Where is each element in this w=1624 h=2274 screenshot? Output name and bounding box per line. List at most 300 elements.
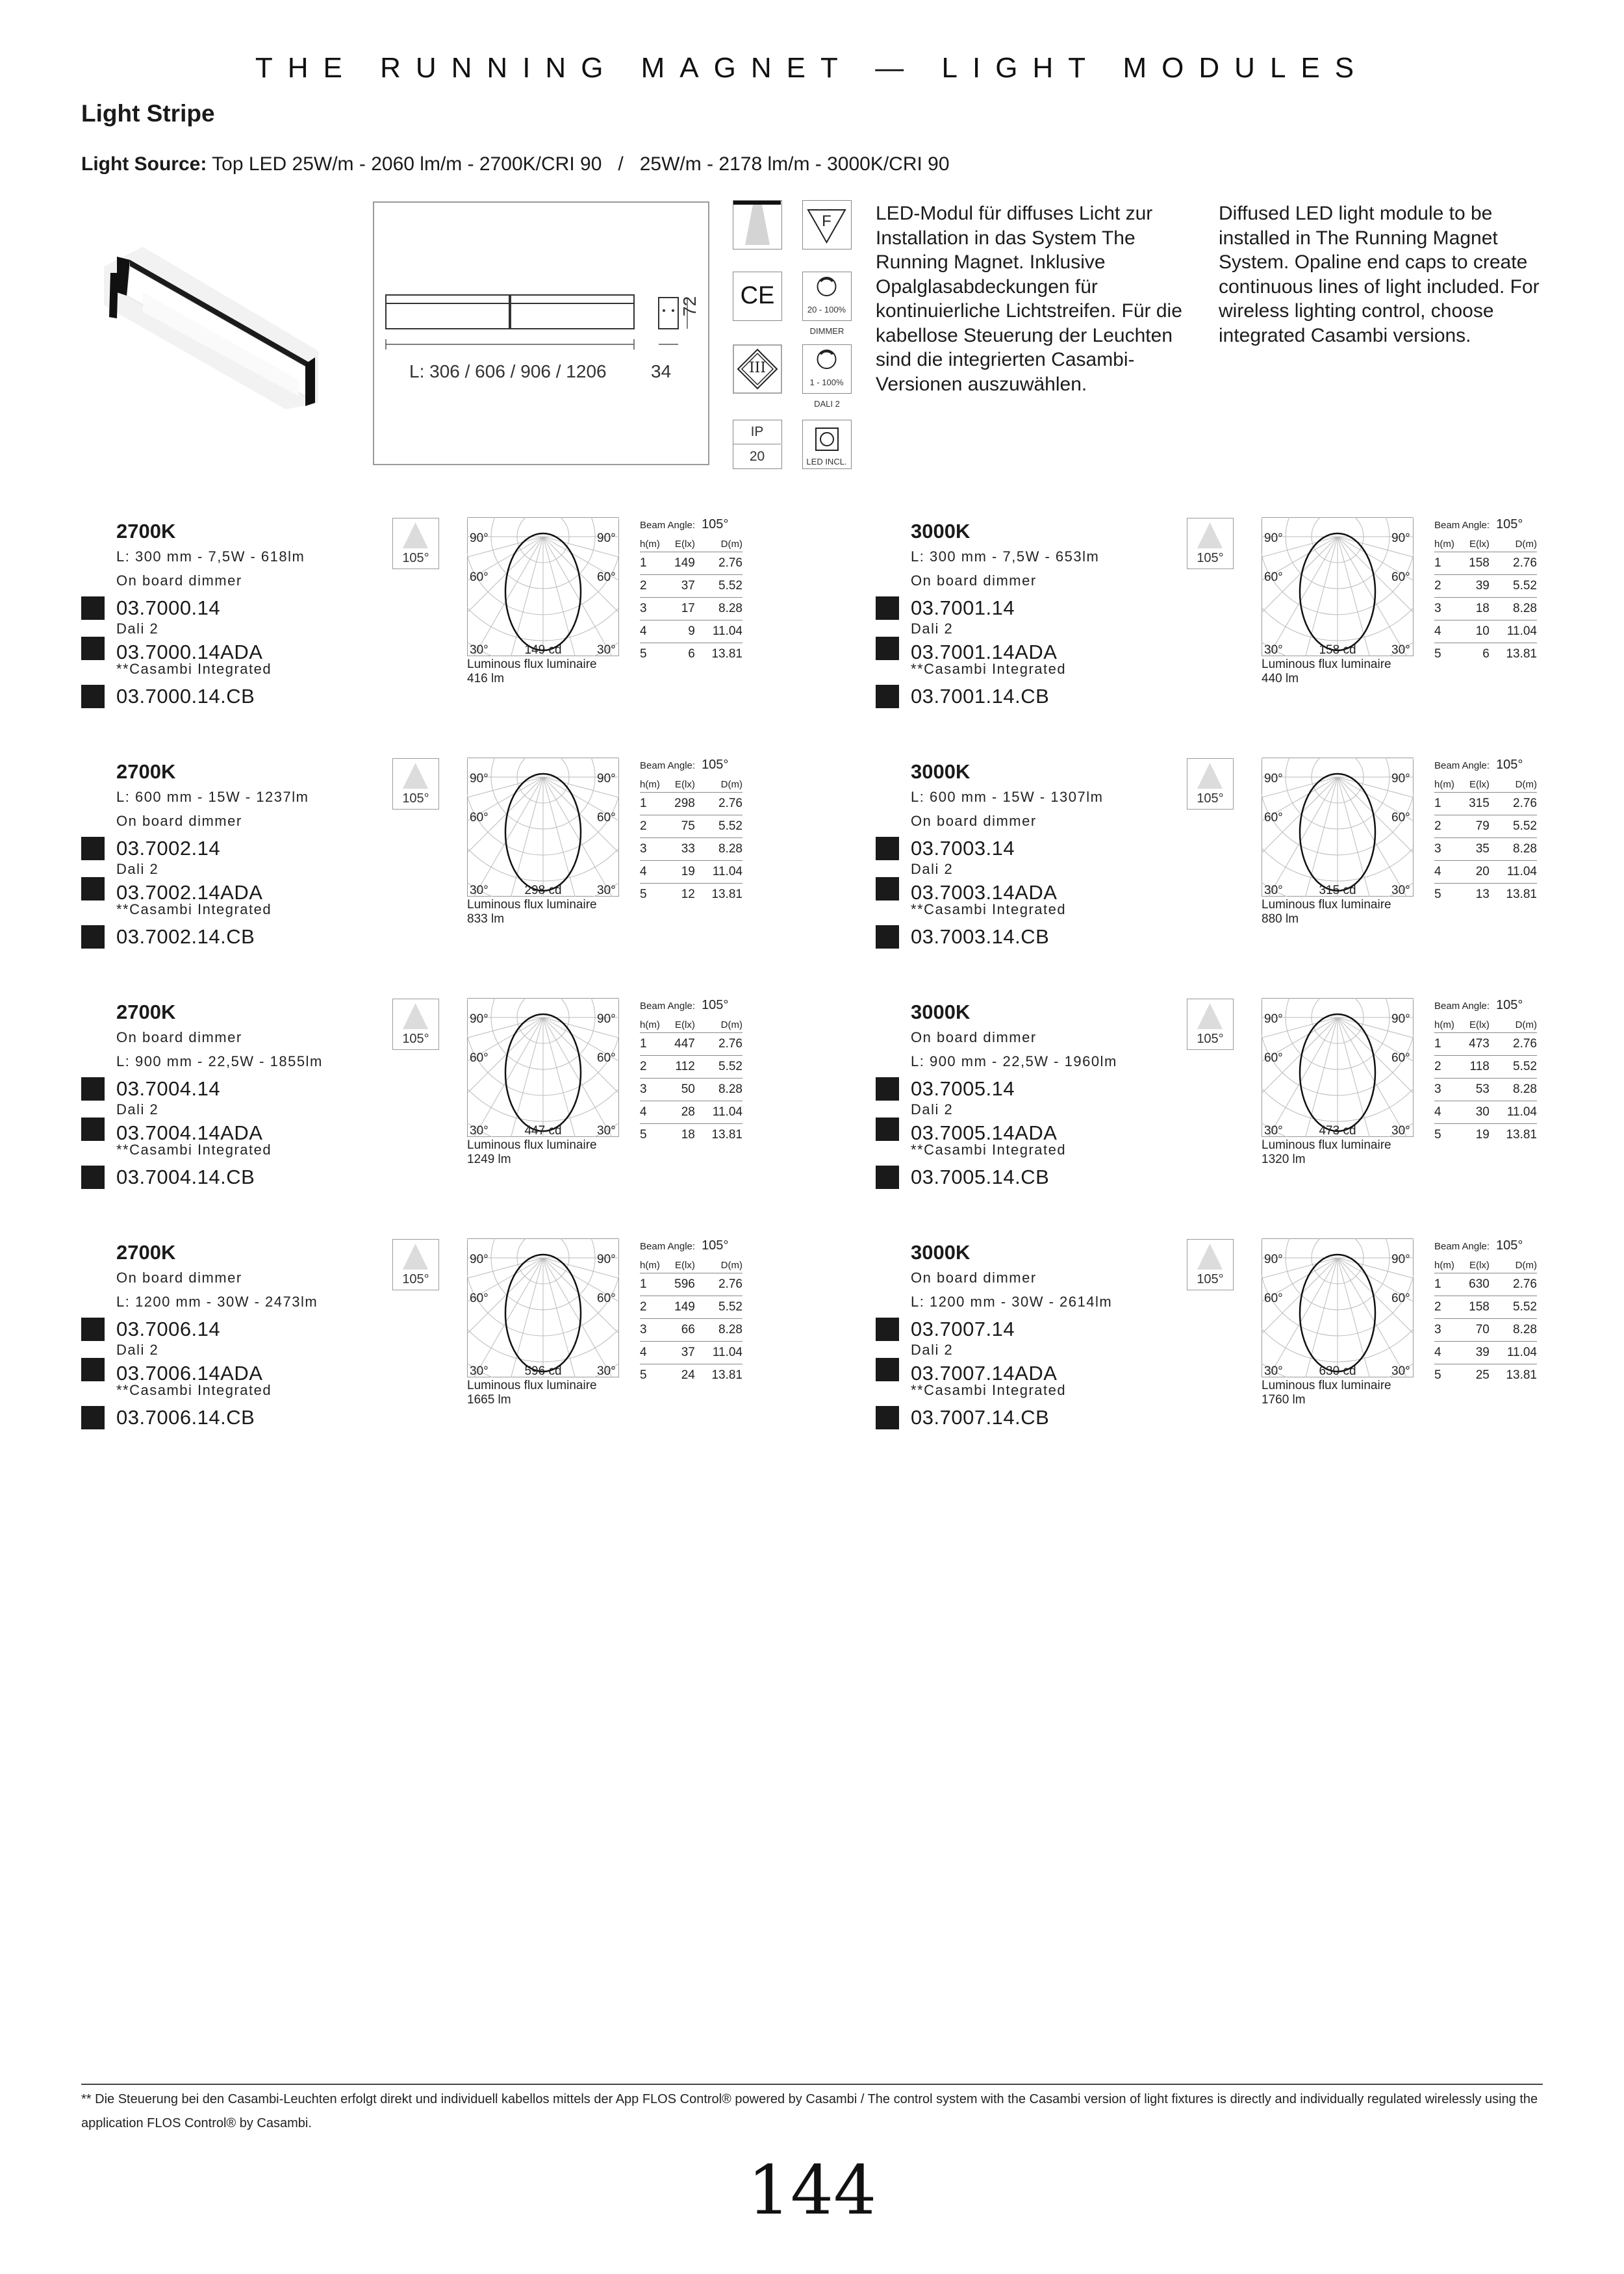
article-code-casambi-row (911, 1166, 1223, 1190)
color-swatch (81, 837, 105, 860)
flux-label: Luminous flux luminaire (467, 1379, 597, 1392)
angle-label: 60° (470, 1292, 488, 1305)
table-cell: 5.52 (1490, 1296, 1537, 1319)
table-row (640, 1296, 742, 1319)
table-cell: 447 (660, 1033, 695, 1056)
beam-angle-title: Beam Angle: 105° (640, 758, 729, 772)
article-code: 03.7002.14 (116, 837, 221, 860)
article-code-dali: 03.7002.14ADA (116, 881, 263, 904)
table-cell: 39 (1454, 1342, 1490, 1364)
product-specs (116, 548, 428, 709)
table-cell: 13.81 (1506, 1368, 1537, 1382)
product-specs (116, 1270, 428, 1430)
table-cell: 1 (640, 1033, 660, 1056)
article-code: 03.7006.14 (116, 1318, 221, 1340)
spec-line-2: On board dimmer (116, 572, 242, 589)
product-photo (91, 247, 325, 409)
table-cell: 37 (660, 575, 695, 598)
angle-label: 90° (1264, 772, 1283, 786)
product-specs (911, 1029, 1223, 1190)
beam-angle-badge (1187, 1239, 1237, 1291)
table-cell: 315 (1454, 793, 1490, 815)
table-header: h(m) E(lx) D(m) (640, 1257, 742, 1273)
angle-label: 30° (470, 1124, 488, 1137)
table-cell: 2 (640, 1056, 660, 1079)
angle-label: 60° (597, 1051, 616, 1065)
table-cell: 149 (660, 552, 695, 575)
beam-angle-value: 105° (392, 1270, 439, 1290)
illuminance-data (1434, 1257, 1537, 1386)
dali-label: Dali 2 (116, 1342, 159, 1358)
polar-diagram (1262, 517, 1414, 656)
table-cell: 3 (1434, 838, 1454, 861)
casambi-label: **Casambi Integrated (116, 661, 272, 677)
table-row (640, 1056, 742, 1079)
beam-angle-title: Beam Angle: 105° (640, 998, 729, 1012)
table-cell: 596 (660, 1273, 695, 1296)
table-cell: 3 (1434, 598, 1454, 620)
color-swatch (81, 1406, 105, 1429)
color-swatch (876, 1166, 899, 1189)
table-cell: 5.52 (695, 1056, 742, 1079)
table-cell: 35 (1454, 838, 1490, 861)
table-cell: 37 (660, 1342, 695, 1364)
table-cell: 11.04 (695, 1101, 742, 1124)
table-cell: 39 (1454, 575, 1490, 598)
table-cell: 11.04 (695, 620, 742, 643)
table-cell: 11.04 (1490, 1342, 1537, 1364)
color-swatch (876, 1318, 899, 1341)
table-cell: 6 (688, 647, 695, 661)
table-row (640, 1033, 742, 1056)
light-source-value: Top LED 25W/m - 2060 lm/m - 2700K/CRI 90 / 25W/m - 2178 lm/m - 3000K/CRI 90 (212, 153, 950, 175)
color-temperature: 2700K (116, 1241, 176, 1264)
table-row (640, 620, 742, 643)
table-row (1434, 815, 1537, 838)
illuminance-table (640, 517, 750, 665)
table-cell: 8.28 (695, 838, 742, 861)
angle-label: 60° (470, 570, 488, 584)
table-cell: 11.04 (695, 861, 742, 884)
table-cell: 2.76 (1490, 1273, 1537, 1296)
article-code-dali: 03.7005.14ADA (911, 1121, 1058, 1144)
luminous-flux (467, 1138, 597, 1167)
table-cell: 2 (1434, 575, 1454, 598)
product-block (81, 1238, 828, 1455)
angle-label: 60° (1391, 1292, 1410, 1305)
beam-angle-badge (1187, 758, 1237, 810)
table-row (640, 1273, 742, 1296)
table-row (1434, 1124, 1537, 1147)
article-code-dali-row (116, 881, 428, 905)
page-number: 144 (747, 2151, 877, 2230)
dali-label: Dali 2 (911, 1342, 954, 1358)
flux-value: 440 lm (1262, 672, 1299, 685)
luminous-flux (467, 898, 597, 926)
casambi-label: **Casambi Integrated (911, 1382, 1067, 1398)
table-cell: 1 (1434, 1273, 1454, 1296)
color-temperature: 3000K (911, 520, 971, 543)
table-cell: 2.76 (1490, 1033, 1537, 1056)
luminous-flux (467, 1379, 597, 1407)
table-cell: 298 (660, 793, 695, 815)
luminous-flux (1262, 658, 1391, 686)
table-cell: 5 (1434, 1128, 1441, 1142)
table-header: h(m) E(lx) D(m) (1434, 776, 1537, 793)
color-swatch (876, 1118, 899, 1141)
flux-value: 1665 lm (467, 1393, 511, 1407)
table-row (640, 815, 742, 838)
angle-label: 30° (597, 643, 616, 656)
illuminance-table (640, 998, 750, 1146)
beam-angle-title: Beam Angle: 105° (1434, 1238, 1523, 1253)
article-code-casambi-row (911, 925, 1223, 949)
table-row (1434, 1364, 1537, 1387)
luminous-flux (1262, 898, 1391, 926)
color-swatch (81, 925, 105, 949)
table-cell: 1 (1434, 552, 1454, 575)
section-title: Light Stripe (81, 100, 215, 127)
illuminance-table (640, 1238, 750, 1386)
table-header: h(m) E(lx) D(m) (640, 776, 742, 793)
light-emission-icon (733, 200, 782, 249)
color-swatch (81, 596, 105, 620)
product-block (81, 998, 828, 1215)
angle-label: 60° (1391, 570, 1410, 584)
table-cell: 5 (1434, 1368, 1441, 1382)
spec-line-1: On board dimmer (116, 1270, 242, 1286)
candela-value: 315 cd (1319, 884, 1356, 897)
illuminance-data (1434, 536, 1537, 665)
candela-value: 447 cd (524, 1124, 562, 1137)
table-cell: 13.81 (711, 1128, 742, 1142)
candela-value: 158 cd (1319, 643, 1356, 656)
table-cell: 2.76 (695, 793, 742, 815)
table-row (1434, 861, 1537, 884)
table-cell: 1 (640, 552, 660, 575)
table-cell: 5.52 (695, 1296, 742, 1319)
article-code: 03.7001.14 (911, 596, 1015, 619)
light-source (81, 153, 950, 175)
table-cell: 11.04 (1490, 1101, 1537, 1124)
angle-label: 60° (470, 811, 488, 824)
table-row (640, 575, 742, 598)
table-cell: 8.28 (695, 1079, 742, 1101)
casambi-label: **Casambi Integrated (911, 661, 1067, 677)
product-block (876, 1238, 1623, 1455)
beam-angle-title: Beam Angle: 105° (1434, 998, 1523, 1012)
table-row (1434, 1342, 1537, 1364)
dali-label: Dali 2 (911, 620, 954, 637)
color-swatch (876, 596, 899, 620)
candela-value: 630 cd (1319, 1364, 1356, 1377)
table-cell: 5 (1434, 888, 1441, 901)
spec-line-2: L: 900 mm - 22,5W - 1855lm (116, 1053, 323, 1069)
polar-diagram (467, 1238, 619, 1377)
angle-label: 30° (470, 1364, 488, 1377)
spec-line-1: L: 600 mm - 15W - 1307lm (911, 789, 1104, 805)
color-swatch (81, 1077, 105, 1101)
illuminance-data (640, 1257, 742, 1386)
angle-label: 30° (1391, 1364, 1410, 1377)
angle-label: 60° (470, 1051, 488, 1065)
flux-label: Luminous flux luminaire (1262, 658, 1391, 671)
table-cell: 13.81 (1506, 888, 1537, 901)
table-cell: 5.52 (695, 575, 742, 598)
casambi-label: **Casambi Integrated (911, 1142, 1067, 1158)
flux-label: Luminous flux luminaire (1262, 898, 1391, 912)
table-cell: 2.76 (695, 552, 742, 575)
dali-label: Dali 2 (116, 861, 159, 877)
angle-label: 30° (1391, 643, 1410, 656)
color-temperature: 2700K (116, 520, 176, 543)
table-row (1434, 1033, 1537, 1056)
polar-diagram (1262, 758, 1414, 897)
dimension-width: 34 (651, 361, 672, 381)
candela-value: 596 cd (524, 1364, 562, 1377)
product-specs (911, 789, 1223, 949)
article-code-dali-row (116, 641, 428, 665)
dali-icon: 1 - 100% (802, 344, 852, 394)
product-specs (116, 1029, 428, 1190)
polar-diagram (1262, 1238, 1414, 1377)
footnote: ** Die Steuerung bei den Casambi-Leuchten erfolgt direkt und individuell kabellos mittels der App FLOS Control® powered by Casambi / The control system with the Casambi version of light fixtures is directly and individually regulated wirelessly using the application FLOS Control® by Casambi. (81, 2092, 1538, 2130)
article-code-dali: 03.7003.14ADA (911, 881, 1058, 904)
table-cell: 1 (1434, 1033, 1454, 1056)
spec-line-2: L: 1200 mm - 30W - 2614lm (911, 1294, 1113, 1310)
color-swatch (876, 685, 899, 708)
table-cell: 4 (1434, 1342, 1454, 1364)
beam-angle-badge (392, 1239, 443, 1291)
dimmer-label: DIMMER (809, 326, 844, 336)
color-swatch (81, 1358, 105, 1381)
illuminance-data (640, 776, 742, 906)
table-cell: 112 (660, 1056, 695, 1079)
angle-label: 90° (470, 1012, 488, 1026)
color-temperature: 2700K (116, 760, 176, 783)
article-code-row (911, 1077, 1223, 1101)
table-cell: 8.28 (1490, 1319, 1537, 1342)
spec-line-2: On board dimmer (116, 813, 242, 829)
product-specs (116, 789, 428, 949)
table-cell: 5 (640, 1128, 647, 1142)
table-cell: 8.28 (1490, 838, 1537, 861)
beam-angle-value: 105° (1187, 548, 1234, 569)
table-row (640, 793, 742, 815)
table-cell: 11.04 (1490, 620, 1537, 643)
candela-value: 298 cd (524, 884, 562, 897)
table-header: h(m) E(lx) D(m) (1434, 1257, 1537, 1273)
table-cell: 13.81 (711, 647, 742, 661)
beam-angle-value: 105° (1187, 1029, 1234, 1050)
table-row (1434, 552, 1537, 575)
beam-angle-title: Beam Angle: 105° (1434, 517, 1523, 531)
table-cell: 18 (1454, 598, 1490, 620)
table-row (1434, 643, 1537, 666)
article-code-casambi: 03.7000.14.CB (116, 685, 255, 708)
product-specs (911, 1270, 1223, 1430)
table-cell: 3 (640, 598, 660, 620)
fire-safety-icon: F (802, 200, 852, 249)
angle-label: 30° (1264, 1124, 1283, 1137)
polar-diagram (467, 998, 619, 1137)
product-block (81, 760, 828, 975)
product-block (876, 760, 1623, 975)
article-code-casambi-row (116, 1166, 428, 1190)
flux-label: Luminous flux luminaire (467, 1138, 597, 1152)
table-cell: 11.04 (695, 1342, 742, 1364)
casambi-label: **Casambi Integrated (116, 901, 272, 917)
page-title: THE RUNNING MAGNET — LIGHT MODULES (255, 52, 1369, 84)
table-cell: 13.81 (1506, 1128, 1537, 1142)
table-cell: 1 (640, 793, 660, 815)
beam-angle-badge (392, 999, 443, 1051)
product-block (81, 517, 828, 734)
table-header: h(m) E(lx) D(m) (640, 536, 742, 552)
flux-label: Luminous flux luminaire (1262, 1379, 1391, 1392)
article-code: 03.7003.14 (911, 837, 1015, 860)
table-cell: 5.52 (1490, 575, 1537, 598)
table-cell: 6 (1482, 647, 1490, 661)
table-cell: 1 (1434, 793, 1454, 815)
color-temperature: 3000K (911, 1241, 971, 1264)
table-row (640, 838, 742, 861)
dali-label: DALI 2 (814, 399, 840, 409)
color-swatch (876, 877, 899, 901)
article-code-casambi: 03.7005.14.CB (911, 1166, 1050, 1188)
table-row (640, 884, 742, 906)
article-code-casambi-row (116, 1406, 428, 1430)
ip-rating: IP 20 (733, 420, 782, 469)
angle-label: 30° (1391, 1124, 1410, 1137)
article-code-row (116, 837, 428, 861)
beam-angle-badge (1187, 518, 1237, 570)
table-cell: 2.76 (1490, 552, 1537, 575)
table-row (1434, 1273, 1537, 1296)
angle-label: 90° (597, 1253, 616, 1266)
table-cell: 9 (660, 620, 695, 643)
article-code-dali: 03.7004.14ADA (116, 1121, 263, 1144)
table-row (640, 598, 742, 620)
table-row (1434, 793, 1537, 815)
article-code-casambi: 03.7002.14.CB (116, 925, 255, 948)
table-row (1434, 1101, 1537, 1124)
color-temperature: 3000K (911, 1001, 971, 1023)
table-cell: 8.28 (695, 598, 742, 620)
article-code-row (911, 596, 1223, 620)
color-swatch (81, 1118, 105, 1141)
article-code-casambi: 03.7007.14.CB (911, 1406, 1050, 1429)
illuminance-data (640, 1017, 742, 1146)
angle-label: 60° (597, 570, 616, 584)
spec-line-2: L: 900 mm - 22,5W - 1960lm (911, 1053, 1117, 1069)
angle-label: 60° (597, 811, 616, 824)
table-header: h(m) E(lx) D(m) (1434, 1017, 1537, 1033)
illuminance-data (640, 536, 742, 665)
polar-diagram (467, 758, 619, 897)
flux-label: Luminous flux luminaire (1262, 1138, 1391, 1152)
dimension-height: 72 (679, 296, 700, 316)
luminous-flux (1262, 1138, 1391, 1167)
article-code: 03.7005.14 (911, 1077, 1015, 1100)
table-cell: 2 (640, 575, 660, 598)
article-code-row (116, 1077, 428, 1101)
table-cell: 3 (640, 838, 660, 861)
article-code: 03.7000.14 (116, 596, 221, 619)
table-cell: 19 (660, 861, 695, 884)
angle-label: 60° (1264, 811, 1283, 824)
flux-value: 1760 lm (1262, 1393, 1306, 1407)
angle-label: 30° (470, 884, 488, 897)
table-cell: 630 (1454, 1273, 1490, 1296)
color-swatch (81, 685, 105, 708)
article-code-row (116, 596, 428, 620)
table-row (1434, 575, 1537, 598)
angle-label: 60° (1264, 570, 1283, 584)
article-code-dali-row (911, 1121, 1223, 1145)
table-row (1434, 598, 1537, 620)
table-cell: 158 (1454, 552, 1490, 575)
table-cell: 5.52 (1490, 1056, 1537, 1079)
angle-label: 90° (1391, 531, 1410, 545)
product-block (876, 517, 1623, 734)
dimmer-icon: 20 - 100% (802, 272, 852, 321)
angle-label: 90° (597, 772, 616, 786)
table-cell: 5 (640, 888, 647, 901)
article-code-dali: 03.7006.14ADA (116, 1362, 263, 1385)
table-cell: 17 (660, 598, 695, 620)
table-cell: 5.52 (695, 815, 742, 838)
illuminance-table (1434, 998, 1545, 1146)
table-header: h(m) E(lx) D(m) (1434, 536, 1537, 552)
flux-value: 1320 lm (1262, 1153, 1306, 1166)
casambi-label: **Casambi Integrated (116, 1142, 272, 1158)
article-code-casambi: 03.7001.14.CB (911, 685, 1050, 708)
color-swatch (876, 1358, 899, 1381)
table-cell: 158 (1454, 1296, 1490, 1319)
table-cell: 24 (681, 1368, 695, 1382)
beam-angle-title: Beam Angle: 105° (1434, 758, 1523, 772)
polar-diagram (467, 517, 619, 656)
table-cell: 13 (1475, 888, 1490, 901)
angle-label: 90° (1264, 1012, 1283, 1026)
angle-label: 30° (1264, 884, 1283, 897)
angle-label: 60° (1264, 1051, 1283, 1065)
table-cell: 5.52 (1490, 815, 1537, 838)
table-cell: 13.81 (1506, 647, 1537, 661)
dimension-drawing (373, 201, 709, 465)
beam-angle-value: 105° (1187, 1270, 1234, 1290)
article-code: 03.7004.14 (116, 1077, 221, 1100)
illuminance-table (1434, 758, 1545, 906)
table-cell: 12 (681, 888, 695, 901)
color-swatch (876, 1406, 899, 1429)
flux-value: 1249 lm (467, 1153, 511, 1166)
spec-line-2: L: 1200 mm - 30W - 2473lm (116, 1294, 318, 1310)
table-row (640, 1364, 742, 1387)
angle-label: 30° (1391, 884, 1410, 897)
color-swatch (81, 637, 105, 660)
table-cell: 4 (1434, 620, 1454, 643)
polar-diagram (1262, 998, 1414, 1137)
table-cell: 5 (640, 1368, 647, 1382)
article-code-dali: 03.7001.14ADA (911, 641, 1058, 663)
led-included-icon: LED INCL. (802, 420, 852, 469)
table-cell: 2.76 (695, 1273, 742, 1296)
candela-value: 149 cd (524, 643, 562, 656)
table-cell: 5 (640, 647, 647, 661)
dali-label: Dali 2 (116, 1101, 159, 1118)
